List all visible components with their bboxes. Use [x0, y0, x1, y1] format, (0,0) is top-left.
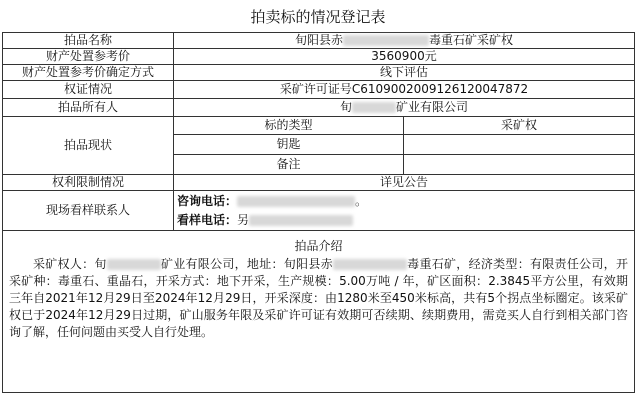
intro-cell	[3, 231, 635, 393]
row-intro	[3, 231, 635, 393]
intro-text-part-1: 采矿权人：旬	[33, 257, 107, 271]
redacted-block	[237, 196, 355, 207]
status-type-value: 采矿权	[404, 117, 635, 135]
consult-phone-label: 咨询电话：	[177, 193, 238, 208]
contact-value	[174, 191, 635, 231]
reference-price-value: 3560900元	[174, 49, 635, 65]
owner-prefix: 旬	[339, 100, 352, 114]
limits-value: 详见公告	[174, 175, 635, 191]
row-status-header	[3, 117, 635, 135]
auction-registration-table	[2, 32, 635, 393]
intro-text	[9, 256, 628, 341]
viewing-phone-label: 看样电话：	[177, 212, 238, 227]
status-key-label: 钥匙	[174, 135, 404, 155]
item-name-prefix: 旬阳县赤	[294, 33, 343, 47]
limits-label: 权利限制情况	[3, 175, 174, 191]
redacted-block	[343, 35, 429, 46]
rights-label: 权证情况	[3, 81, 174, 99]
row-contact	[3, 191, 635, 231]
row-reference-method	[3, 65, 635, 81]
viewing-phone-prefix: 另	[237, 212, 250, 227]
row-item-name	[3, 33, 635, 49]
owner-suffix: 矿业有限公司	[396, 100, 469, 114]
viewing-line	[177, 211, 631, 230]
status-key-value	[404, 135, 635, 155]
item-name-value	[174, 33, 635, 49]
redacted-block	[249, 215, 353, 226]
row-rights	[3, 81, 635, 99]
row-reference-price	[3, 49, 635, 65]
contact-label: 现场看样联系人	[3, 191, 174, 231]
row-owner	[3, 99, 635, 117]
redacted-block	[107, 259, 161, 270]
owner-label: 拍品所有人	[3, 99, 174, 117]
row-limits	[3, 175, 635, 191]
redacted-block	[352, 102, 396, 113]
rights-value: 采矿许可证号C6109002009126120047872	[174, 81, 635, 99]
consult-line	[177, 192, 631, 211]
consult-phone-tail: 。	[355, 193, 368, 208]
document-title: 拍卖标的情况登记表	[250, 8, 386, 26]
reference-method-value: 线下评估	[174, 65, 635, 81]
reference-price-label: 财产处置参考价	[3, 49, 174, 65]
owner-value	[174, 99, 635, 117]
status-remark-value	[404, 155, 635, 175]
status-remark-label: 备注	[174, 155, 404, 175]
redacted-block	[333, 259, 407, 270]
intro-text-part-3: 毒重石矿，经济类型：有限责任公司，开采矿种：毒重石、重晶石，开采方式：地下开采，生产规模：5.00万吨 / 年，矿区面积：2.3845平方公里，有效期三年自2021年12月29日至2024年12月29日，开采深度：由1280米至450米标高，共有5个拐点坐标圈定。该采矿权已于2024年12月29日过期，矿山服务年限及采矿许可证有效期可否续期、续期费用，需竞买人自行到相关部门咨询了解，任何问题由买受人自行处理。	[9, 257, 628, 339]
intro-title: 拍品介绍	[294, 239, 343, 253]
status-type-header: 标的类型	[174, 117, 404, 135]
reference-method-label: 财产处置参考价确定方式	[3, 65, 174, 81]
item-name-suffix: 毒重石矿采矿权	[429, 33, 514, 47]
status-label: 拍品现状	[3, 117, 174, 175]
intro-text-part-2: 矿业有限公司，地址：旬阳县赤	[160, 257, 333, 271]
item-name-label: 拍品名称	[3, 33, 174, 49]
